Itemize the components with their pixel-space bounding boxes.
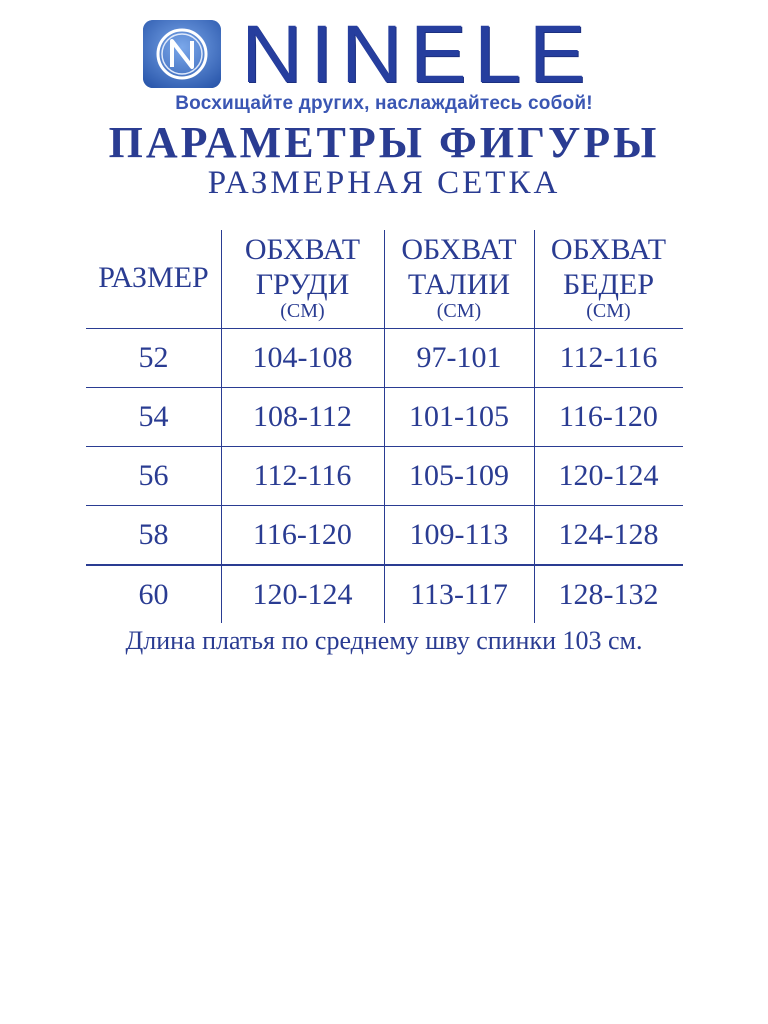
cell-hips: 128-132 <box>558 577 659 611</box>
brand-slogan: Восхищайте других, наслаждайтесь собой! <box>175 93 593 114</box>
header-waist-unit: (СМ) <box>436 300 482 322</box>
header-chest <box>221 230 384 328</box>
cell-waist: 113-117 <box>410 577 508 611</box>
cell-size: 56 <box>138 459 169 492</box>
brand-logo <box>143 9 643 100</box>
cell-hips: 116-120 <box>559 400 658 433</box>
header-waist-line2: ТАЛИИ <box>407 268 511 301</box>
cell-size: 60 <box>138 577 169 611</box>
cell-chest: 112-116 <box>253 459 352 492</box>
table-row <box>86 505 683 564</box>
cell-chest: 104-108 <box>252 341 353 374</box>
header-hips-line1: ОБХВАТ <box>550 233 667 266</box>
cell-hips: 112-116 <box>559 341 658 374</box>
table-header <box>86 230 683 328</box>
header-hips <box>534 230 683 328</box>
header-chest-line1: ОБХВАТ <box>244 233 361 266</box>
dress-length-note: Длина платья по среднему шву спинки 103 см. <box>125 626 643 655</box>
header-size-label: РАЗМЕР <box>98 261 209 294</box>
cell-size: 54 <box>138 400 169 433</box>
logo-badge-icon <box>143 20 221 88</box>
cell-chest: 116-120 <box>253 518 352 551</box>
page-title: ПАРАМЕТРЫ ФИГУРЫ <box>108 118 660 167</box>
brand-wordmark: NINELE <box>241 9 593 100</box>
header-waist-line1: ОБХВАТ <box>401 233 517 266</box>
size-table <box>86 230 683 623</box>
cell-chest: 120-124 <box>252 577 353 611</box>
header-hips-line2: БЕДЕР <box>562 268 655 301</box>
cell-waist: 109-113 <box>409 518 509 551</box>
header-size <box>86 230 221 328</box>
cell-waist: 105-109 <box>409 459 509 492</box>
page-subtitle: РАЗМЕРНАЯ СЕТКА <box>207 165 561 201</box>
table-row <box>86 387 683 446</box>
header-hips-unit: (СМ) <box>586 300 631 322</box>
table-row <box>86 328 683 387</box>
header-waist <box>384 230 534 328</box>
cell-chest: 108-112 <box>253 400 352 433</box>
cell-hips: 124-128 <box>558 518 659 551</box>
cell-waist: 101-105 <box>409 400 509 433</box>
header-chest-unit: (СМ) <box>280 300 325 322</box>
cell-waist: 97-101 <box>416 341 502 374</box>
cell-size: 58 <box>138 518 169 551</box>
table-row <box>86 564 683 623</box>
cell-hips: 120-124 <box>558 459 659 492</box>
header-chest-line2: ГРУДИ <box>255 268 350 301</box>
table-body <box>86 328 683 623</box>
table-row <box>86 446 683 505</box>
cell-size: 52 <box>138 341 169 374</box>
